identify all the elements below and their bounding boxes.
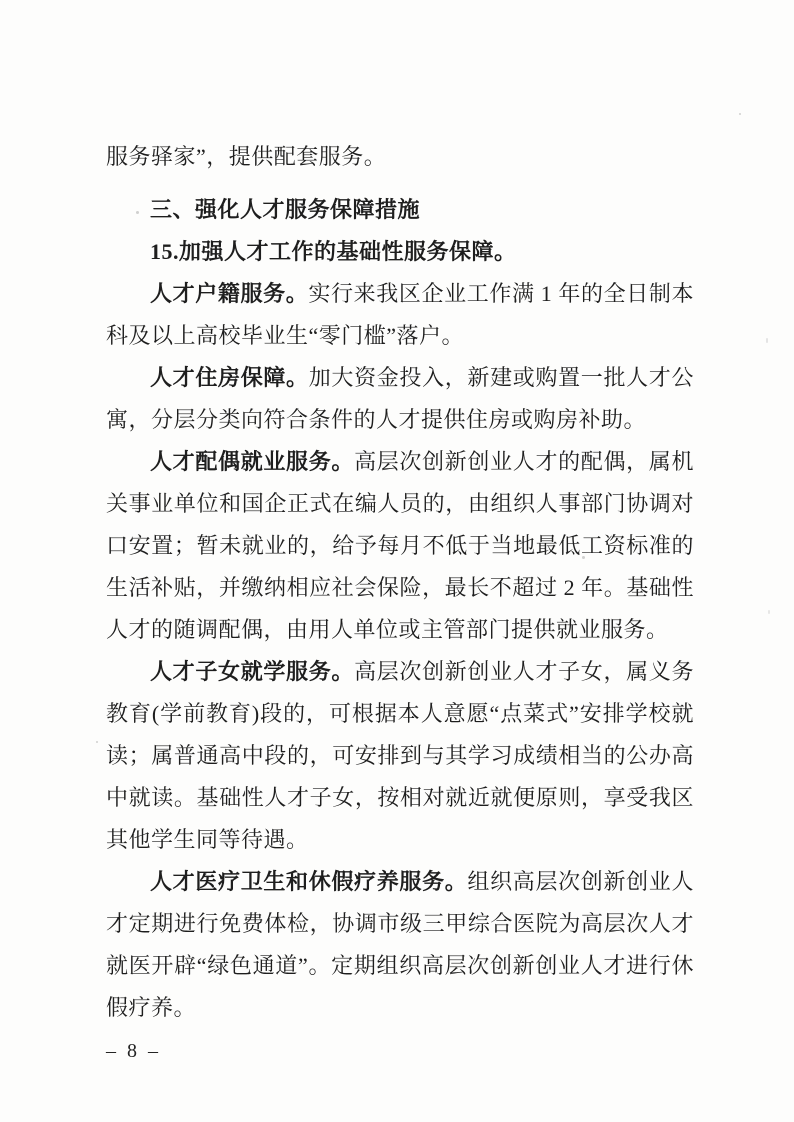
document-body — [106, 136, 694, 1029]
scan-speck — [582, 556, 585, 559]
section-heading-3: 三、强化人才服务保障措施 — [150, 197, 421, 222]
paragraph-housing-support — [106, 357, 694, 441]
paragraph-text: 实行来我区企业工作满 1 年的全日制本科及以上高校毕业生“零门槛”落户。 — [106, 281, 694, 348]
paragraph-continuation: 服务驿家”，提供配套服务。 — [106, 144, 387, 169]
scan-speck — [96, 741, 98, 743]
scan-speck — [739, 113, 741, 115]
scan-speck — [136, 211, 139, 214]
paragraph-medical-vacation — [106, 861, 694, 1029]
paragraph-lead: 人才配偶就业服务。 — [150, 449, 355, 474]
paragraph-spouse-employment — [106, 441, 694, 651]
paragraph-text: 高层次创新创业人才的配偶，属机关事业单位和国企正式在编人员的，由组织人事部门协调对口安置；暂未就业的，给予每月不低于当地最低工资标准的生活补贴，并缴纳相应社会保险，最长不超过 2 年。基础性人才的随调配偶，由用人单位或主管部门提供就业服务。 — [106, 449, 694, 642]
page-number: – 8 – — [106, 1040, 161, 1062]
scan-speck — [766, 338, 768, 343]
paragraph-text: 组织高层次创新创业人才定期进行免费体检，协调市级三甲综合医院为高层次人才就医开辟“绿色通道”。定期组织高层次创新创业人才进行休假疗养。 — [106, 869, 694, 1020]
paragraph-children-schooling — [106, 651, 694, 861]
paragraph-hukou-service — [106, 273, 694, 357]
paragraph-lead: 人才医疗卫生和休假疗养服务。 — [150, 869, 468, 894]
clause-heading-15: 15.加强人才工作的基础性服务保障。 — [150, 239, 517, 264]
paragraph-lead: 人才住房保障。 — [150, 365, 309, 390]
paragraph-lead: 人才户籍服务。 — [150, 281, 309, 306]
paragraph-text: 高层次创新创业人才子女，属义务教育(学前教育)段的，可根据本人意愿“点菜式”安排学校就读；属普通高中段的，可安排到与其学习成绩相当的公办高中就读。基础性人才子女，按相对就近就便原则，享受我区其他学生同等待遇。 — [106, 659, 694, 852]
paragraph-lead: 人才子女就学服务。 — [150, 659, 355, 684]
paragraph-text: 加大资金投入，新建或购置一批人才公寓，分层分类向符合条件的人才提供住房或购房补助。 — [106, 365, 694, 432]
scan-speck — [768, 610, 770, 614]
